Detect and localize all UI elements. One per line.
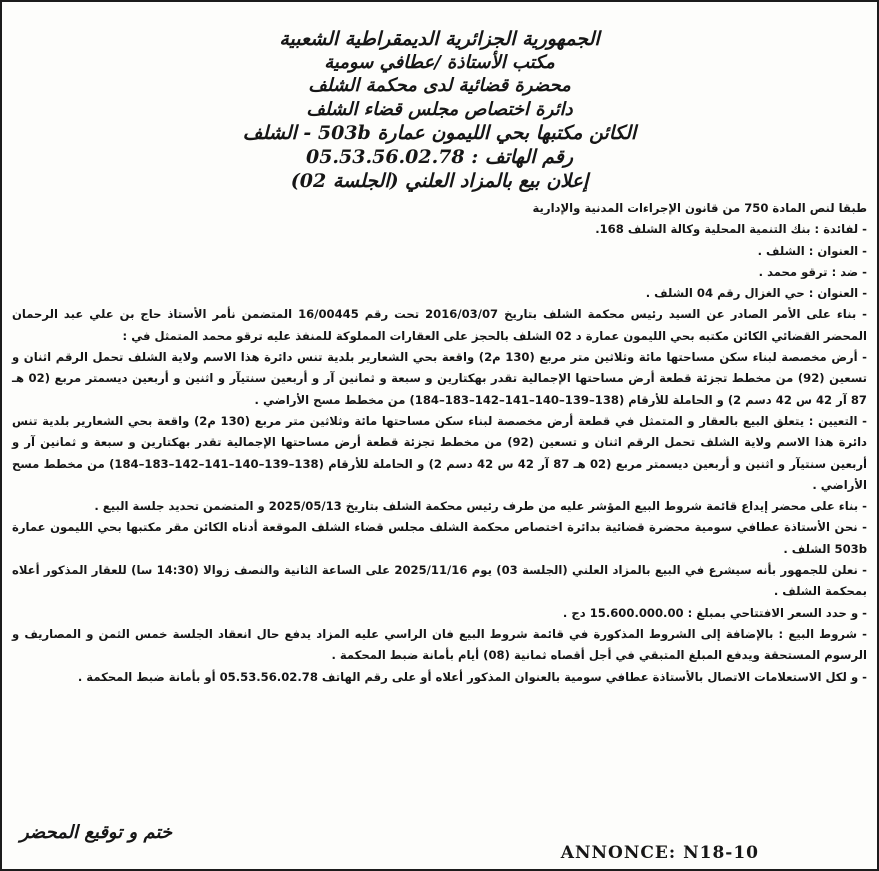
bailiff-court: محضرة قضائية لدى محكمة الشلف — [308, 75, 571, 97]
property-description: - أرض مخصصة لبناء سكن مساحتها مائة وثلاثين متر مربع (130 م2) واقعة بحي الشعارير بلدية تنس دائرة هذا الاسم ولاية الشلف تحمل الرقم اثنان و تسعين (92) من مخطط تجزئة قطعة أرض مساحتها الإجمالية تقدر بهكتارين و سبعة و ثمانين آر و أربعين سنتيآر و اثنين و أربعين ديسمتر مربع (02 هـ 87 آر 42 س 42 دسم 2) و الحاملة للأرقام (138–139–140–141–142–183–184) من مخطط مسح الأراضي . — [12, 350, 867, 407]
notice-header — [2, 28, 877, 192]
beneficiary: - لفائدة : بنك التنمية المحلية وكالة الشلف 168. — [595, 222, 867, 237]
auction-announcement: - نعلن للجمهور بأنه سيشرع في البيع بالمزاد العلني (الجلسة 03) يوم 2025/11/16 على الساعة الثانية والنصف زوالا (14:30 سا) للعقار المذكور أعلاه بمحكمة الشلف . — [12, 563, 867, 599]
property-designation: - التعيين : يتعلق البيع بالعقار و المتمثل في قطعة أرض مخصصة لبناء سكن مساحتها مائة وثلاثين متر مربع (130 م2) واقعة بحي الشعارير بلدية تنس دائرة هذا الاسم ولاية الشلف تحمل الرقم اثنان و تسعين (92) من مخطط تجزئة قطعة أرض مساحتها الإجمالية تقدر بهكتارين و سبعة و ثمانين آر و أربعين سنتيآر و اثنين و أربعين ديسمتر مربع (02 هـ 87 آر 42 س 42 دسم 2) و الحاملة للأرقام (138–139–140–141–142–183–184) من مخطط مسح الأراضي . — [12, 413, 868, 492]
court-order: - بناء على الأمر الصادر عن السيد رئيس محكمة الشلف بتاريخ 2016/03/07 تحت رقم 16/00445 المتضمن نأمر الأستاذ حاج بن علي عبد الرحمان المحضر القضائي الكائن مكتبه بحي الليمون عمارة د 02 الشلف بالحجز على العقارات المملوكة للمنفذ عليه ترقو محمد المتمثل في : — [12, 307, 867, 343]
opening-price: - و حدد السعر الافتتاحي بمبلغ : 15.600.000.00 دج . — [562, 605, 867, 620]
notice-title: إعلان بيع بالمزاد العلني (الجلسة 02) — [290, 169, 589, 192]
sale-conditions-filing: - بناء على محضر إيداع قائمة شروط البيع المؤشر عليه من طرف رئيس محكمة الشلف بتاريخ 2025/05/13 و المتضمن تحديد جلسة البيع . — [94, 499, 867, 514]
jurisdiction: دائرة اختصاص مجلس قضاء الشلف — [306, 98, 573, 120]
legal-basis: طبقا لنص المادة 750 من قانون الإجراءات المدنية والإدارية — [532, 201, 867, 215]
office-name: مكتب الأستاذة /عطافي سومية — [324, 51, 555, 73]
office-address: الكائن مكتبها بحي الليمون عمارة 503b - الشلف — [242, 122, 637, 145]
beneficiary-address: - العنوان : الشلف . — [757, 243, 867, 258]
debtor-address: - العنوان : حي الغزال رقم 04 الشلف . — [645, 286, 867, 301]
bailiff-statement: - نحن الأستاذة عطافي سومية محضرة قضائية بدائرة اختصاص محكمة الشلف مجلس قضاء الشلف الموقعة أدناه الكائن مقر مكتبها بحي الليمون عمارة 503b الشلف . — [12, 520, 867, 556]
sale-terms: - شروط البيع : بالإضافة إلى الشروط المذكورة في قائمة شروط البيع فان الراسي عليه المزاد يدفع حال انعقاد الجلسة خمس الثمن و المصاريف و الرسوم المستحقة ويدفع المبلغ المتبقي في أجل أقصاه ثمانية (08) أيام بأمانة ضبط المحكمة . — [12, 626, 867, 663]
notice-body — [12, 198, 867, 688]
debtor: - ضد : ترقو محمد . — [758, 264, 867, 279]
phone-number: رقم الهاتف : 05.53.56.02.78 — [305, 145, 573, 168]
signature-stamp-label: ختم و توقيع المحضر — [20, 822, 173, 843]
annonce-number: ANNONCE: N18-10 — [560, 843, 759, 863]
contact-info: - و لكل الاستعلامات الاتصال بالأستاذة عطافي سومية بالعنوان المذكور أعلاه أو على رقم الهاتف 05.53.56.02.78 أو بأمانة ضبط المحكمة . — [77, 669, 867, 684]
republic-title: الجمهورية الجزائرية الديمقراطية الشعبية — [279, 28, 600, 50]
